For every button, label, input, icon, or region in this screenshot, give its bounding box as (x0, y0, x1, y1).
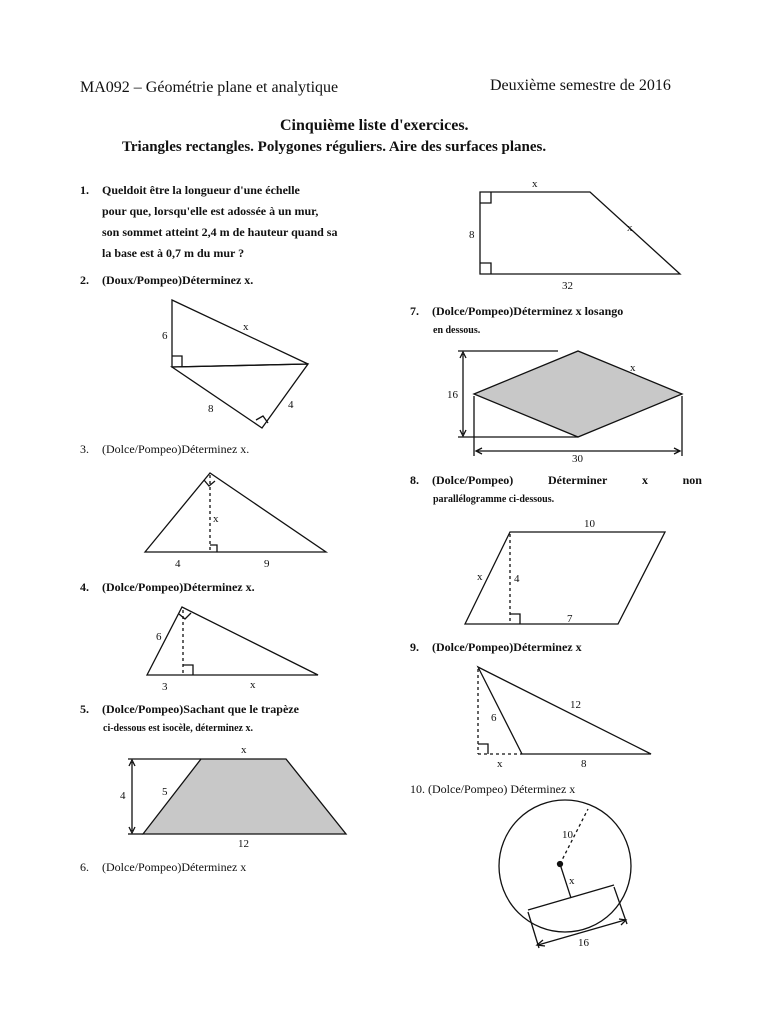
exercise-5-line2: ci-dessous est isocèle, déterminez x. (103, 723, 253, 734)
exercise-text: Déterminer (547, 473, 608, 487)
figure-label: x (569, 875, 575, 887)
exercise-text: pour que, lorsqu'elle est adossée à un mur, (102, 204, 319, 218)
exercise-number: 5. (80, 702, 89, 716)
figure-label: 4 (120, 790, 126, 802)
figure-label: 9 (264, 558, 270, 570)
exercise-number: 7. (410, 304, 419, 318)
exercise-text: la base est à 0,7 m du mur ? (102, 246, 245, 260)
exercise-text: (Dolce/Pompeo) Déterminez x (428, 782, 576, 796)
exercise-text: non (682, 473, 702, 487)
exercise-number: 2. (80, 273, 89, 287)
exercise-text: (Dolce/Pompeo)Déterminez x. (102, 580, 255, 594)
exercise-7-line2: en dessous. (433, 325, 481, 336)
figure-label: x (243, 321, 249, 333)
exercise-text: (Dolce/Pompeo)Déterminez x losango (432, 304, 624, 318)
figure-label: 6 (491, 712, 497, 724)
exercise-text: son sommet atteint 2,4 m de hauteur quand sa (102, 225, 338, 239)
exercise-number: 9. (410, 640, 419, 654)
exercise-number: 8. (410, 473, 419, 487)
semester-label: Deuxième semestre de 2016 (490, 77, 671, 94)
figure-label: 6 (156, 631, 162, 643)
figure-label: 7 (567, 613, 573, 625)
exercise-text: (Dolce/Pompeo)Déterminez x (432, 640, 582, 654)
figure-label: x (497, 758, 503, 770)
figure-label: x (213, 513, 219, 525)
exercise-text: (Doux/Pompeo)Déterminez x. (102, 273, 254, 287)
exercise-text: (Dolce/Pompeo) (432, 473, 514, 487)
figure-label: 4 (514, 573, 520, 585)
figure-label: 6 (162, 330, 168, 342)
figure-label: 4 (288, 399, 294, 411)
exercise-number: 4. (80, 580, 89, 594)
figure-label: 12 (570, 699, 581, 711)
exercise-text: (Dolce/Pompeo)Sachant que le trapèze (102, 702, 299, 716)
figure-label: x (627, 222, 633, 234)
figure-label: 3 (162, 681, 168, 693)
exercise-text: (Dolce/Pompeo)Déterminez x (102, 860, 247, 874)
figure-label: 4 (175, 558, 181, 570)
exercise-text: (Dolce/Pompeo)Déterminez x. (102, 442, 250, 456)
figure-label: 32 (562, 280, 573, 292)
figure-label: 8 (208, 403, 214, 415)
page-title: Cinquième liste d'exercices. (280, 117, 469, 134)
course-title: MA092 – Géométrie plane et analytique (80, 79, 339, 96)
figure-label: 12 (238, 838, 249, 850)
exercise-number: 3. (80, 442, 89, 456)
figure-label: 16 (447, 389, 458, 401)
figure-label: 5 (162, 786, 168, 798)
exercise-8-line2: parallélogramme ci-dessous. (433, 494, 555, 505)
exercise-text: x (641, 473, 648, 487)
figure-label: x (241, 744, 247, 756)
page-subtitle: Triangles rectangles. Polygones réguliers. Aire des surfaces planes. (122, 139, 547, 155)
exercise-number: 1. (80, 183, 89, 197)
figure-label: 10 (584, 518, 595, 530)
figure-label: 8 (469, 229, 475, 241)
figure-label: x (630, 362, 636, 374)
figure-label: 8 (581, 758, 587, 770)
exercise-text: Queldoit être la longueur d'une échelle (102, 183, 300, 197)
figure-label: 16 (578, 937, 589, 949)
exercise-number: 6. (80, 860, 89, 874)
figure-label: x (250, 679, 256, 691)
exercise-number: 10. (410, 782, 425, 796)
figure-label: 30 (572, 453, 583, 465)
figure-label: x (477, 571, 483, 583)
figure-label: x (532, 178, 538, 190)
figure-label: 10 (562, 829, 573, 841)
